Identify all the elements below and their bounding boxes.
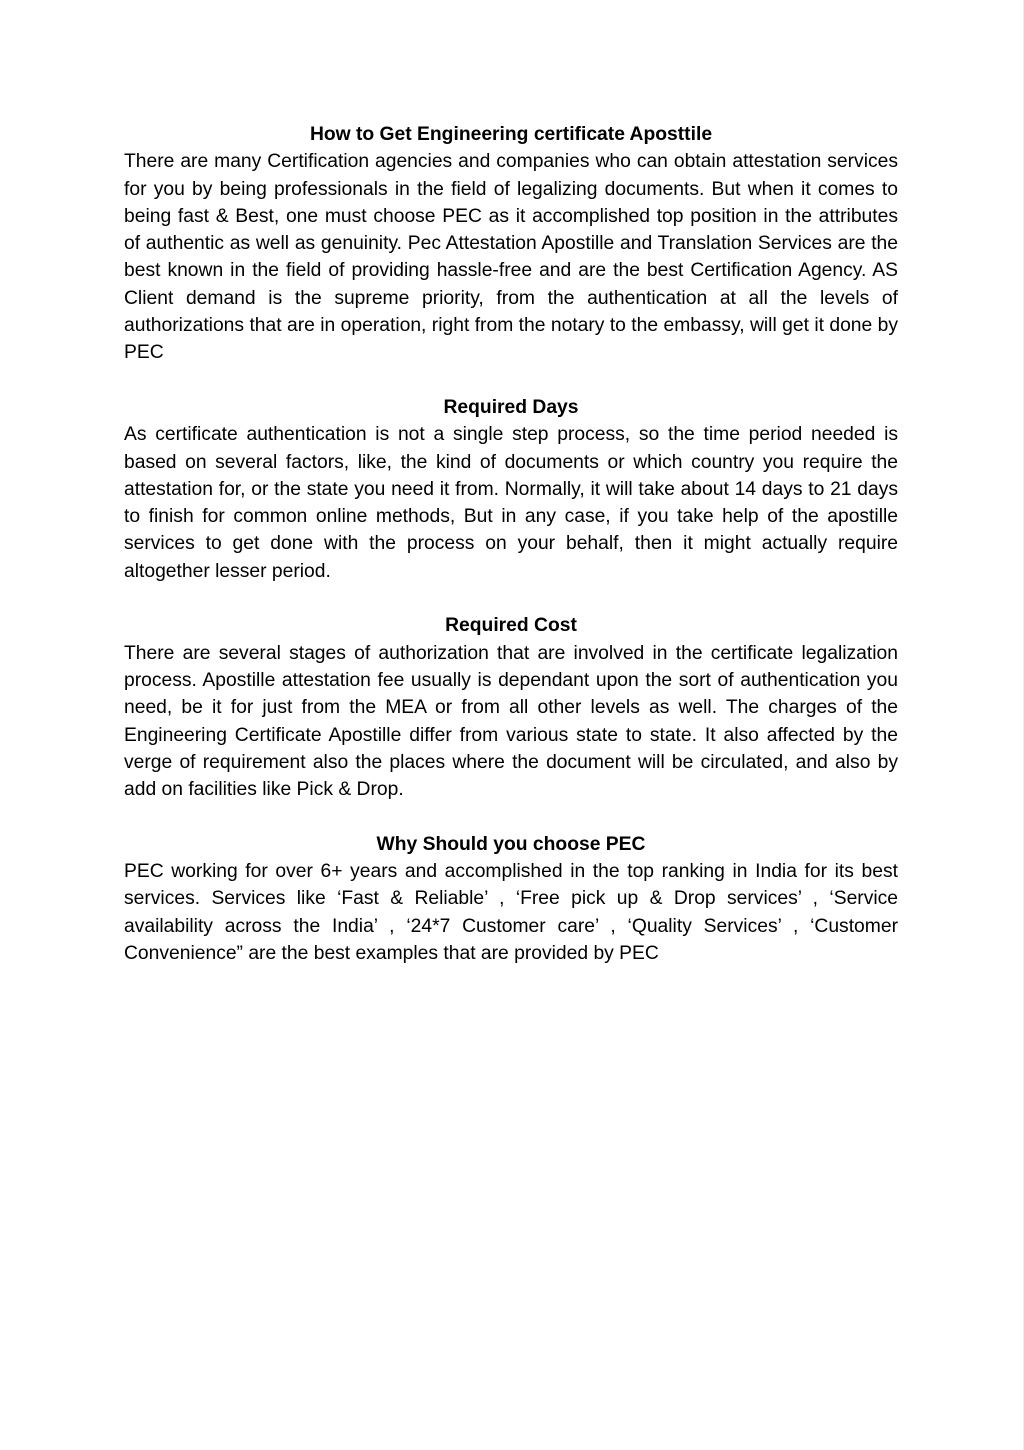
section-heading: Why Should you choose PEC <box>376 833 646 855</box>
section-how-to-get-apostille <box>124 121 898 367</box>
section-heading: How to Get Engineering certificate Aposttile <box>309 124 713 145</box>
document-content <box>124 121 898 967</box>
section-paragraph: As certificate authentication is not a single step process, so the time period needed is based on several factors, like, the kind of documents or which country you require the attestation for, or the state you need it from. Normally, it will take about 14 days to 21 days to finish for common online methods, But in any case, if you take help of the apostille services to get done with the process on your behalf, then it might actually require altogether lesser period. <box>124 424 898 582</box>
section-paragraph: There are many Certification agencies and companies who can obtain attestation services for you by being professionals in the field of legalizing documents. But when it comes to being fast & Best, one must choose PEC as it accomplished top position in the attributes of authentic as well as genuinity. Pec Attestation Apostille and Translation Services are the best known in the field of providing hassle-free and are the best Certification Agency. AS Client demand is the supreme priority, from the authentication at all the levels of authorizations that are in operation, right from the notary to the embassy, will get it done by PEC <box>124 151 898 364</box>
section-why-choose-pec <box>124 831 898 967</box>
section-paragraph: PEC working for over 6+ years and accomplished in the top ranking in India for its best services. Services like ‘Fast & Reliable’ , ‘Free pick up & Drop services’ , ‘Service availability across the India’ , ‘24*7 Customer care’ , ‘Quality Services’ , ‘Customer Convenience” are the best examples that are provided by PEC <box>124 861 898 964</box>
section-required-days <box>124 394 898 585</box>
paragraph-spacer <box>124 585 898 612</box>
section-required-cost <box>124 612 898 803</box>
section-heading: Required Cost <box>445 615 577 637</box>
paragraph-spacer <box>124 367 898 394</box>
section-heading: Required Days <box>443 396 579 418</box>
paragraph-spacer <box>124 803 898 830</box>
section-paragraph: There are several stages of authorization that are involved in the certificate legalization process. Apostille attestation fee usually is dependant upon the sort of authentication you need, be it for just from the MEA or from all other levels as well. The charges of the Engineering Certificate Apostille differ from various state to state. It also affected by the verge of requirement also the places where the document will be circulated, and also by add on facilities like Pick & Drop. <box>124 642 898 801</box>
